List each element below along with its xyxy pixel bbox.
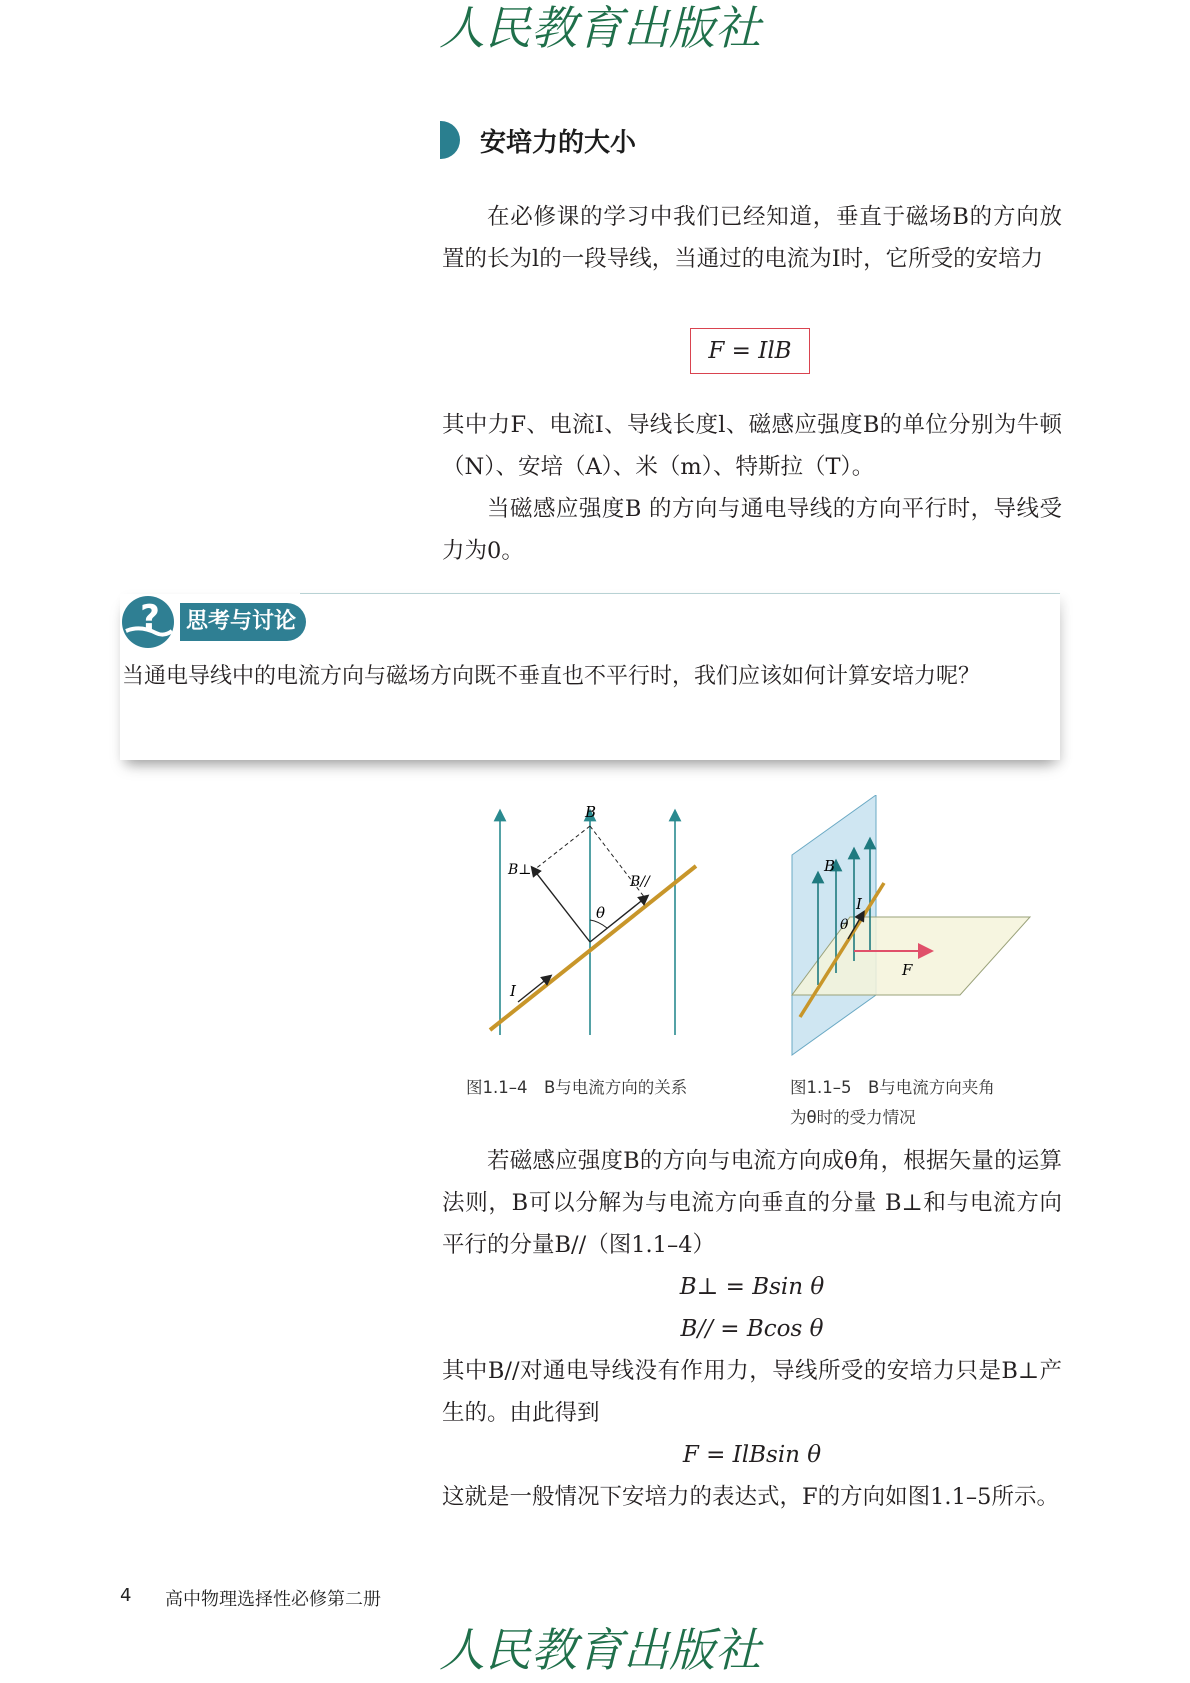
b-perp-arrow bbox=[534, 870, 590, 942]
equation-b-perp: B⊥ = Bsin θ bbox=[679, 1274, 825, 1300]
intro-paragraph bbox=[442, 196, 1062, 280]
figure-1-1-4 bbox=[470, 800, 710, 1050]
label-theta: θ bbox=[596, 904, 606, 922]
dashed-guide bbox=[534, 826, 590, 870]
conclusion-paragraph: 这就是一般情况下安培力的表达式，F的方向如图1.1–5所示。 bbox=[442, 1484, 1059, 1510]
figure-1-1-4-caption: 图1.1–4 B与电流方向的关系 bbox=[466, 1078, 688, 1097]
equation-general: F = IlBsin θ bbox=[682, 1442, 822, 1468]
page-number: 4 bbox=[120, 1585, 132, 1606]
decomposition-block bbox=[442, 1140, 1062, 1518]
figure-1-1-5-caption-line2: 为θ时的受力情况 bbox=[790, 1108, 916, 1127]
label-b: B bbox=[585, 803, 597, 821]
book-title: 高中物理选择性必修第二册 bbox=[165, 1589, 381, 1610]
discussion-question: 当通电导线中的电流方向与磁场方向既不垂直也不平行时，我们应该如何计算安培力呢？ bbox=[122, 664, 981, 689]
section-marker-icon bbox=[440, 121, 460, 159]
section-heading bbox=[440, 118, 636, 162]
publisher-logo bbox=[430, 0, 770, 60]
label-theta: θ bbox=[840, 917, 849, 933]
no-effect-paragraph: 其中B//对通电导线没有作用力，导线所受的安培力只是B⊥产生的。由此得到 bbox=[442, 1358, 1062, 1426]
label-force: F bbox=[902, 961, 913, 979]
label-b-par: B// bbox=[630, 874, 650, 890]
section-title: 安培力的大小 bbox=[480, 127, 637, 158]
svg-text:?: ? bbox=[140, 598, 160, 638]
intro-text: 在必修课的学习中我们已经知道，垂直于磁场B的方向放置的长为l的一段导线，当通过的电流为I时，它所受的安培力 bbox=[442, 204, 1062, 272]
figure-1-1-5-caption-line1: 图1.1–5 B与电流方向夹角 bbox=[790, 1078, 995, 1097]
svg-text:人民教育出版社: 人民教育出版社 bbox=[439, 1, 761, 55]
figure-1-1-5 bbox=[790, 795, 1040, 1065]
units-paragraph: 其中力F、电流I、导线长度l、磁感应强度B的单位分别为牛顿（N）、安培（A）、米（m）、特斯拉（T）。 bbox=[442, 412, 1062, 480]
parallel-case-paragraph: 当磁感应强度B 的方向与通电导线的方向平行时，导线受力为0。 bbox=[442, 496, 1062, 564]
label-current: I bbox=[510, 982, 516, 1000]
units-block bbox=[442, 404, 1062, 572]
figure-1-1-5-caption bbox=[790, 1073, 995, 1133]
label-b-perp: B⊥ bbox=[508, 862, 532, 878]
decomposition-paragraph: 若磁感应强度B的方向与电流方向成θ角，根据矢量的运算法则，B可以分解为与电流方向垂直的分量 B⊥和与电流方向平行的分量B//（图1.1–4） bbox=[442, 1148, 1062, 1258]
equation-b-par: B// = Bcos θ bbox=[680, 1316, 824, 1342]
svg-text:人民教育出版社: 人民教育出版社 bbox=[439, 1623, 761, 1677]
label-current: I bbox=[856, 895, 862, 913]
boxed-formula: F = IlB bbox=[690, 328, 810, 374]
publisher-logo-bottom bbox=[430, 1622, 770, 1682]
discussion-label: 思考与讨论 bbox=[180, 603, 306, 641]
label-b: B bbox=[824, 857, 836, 875]
current-arrow bbox=[518, 978, 548, 1002]
wire bbox=[490, 866, 696, 1030]
